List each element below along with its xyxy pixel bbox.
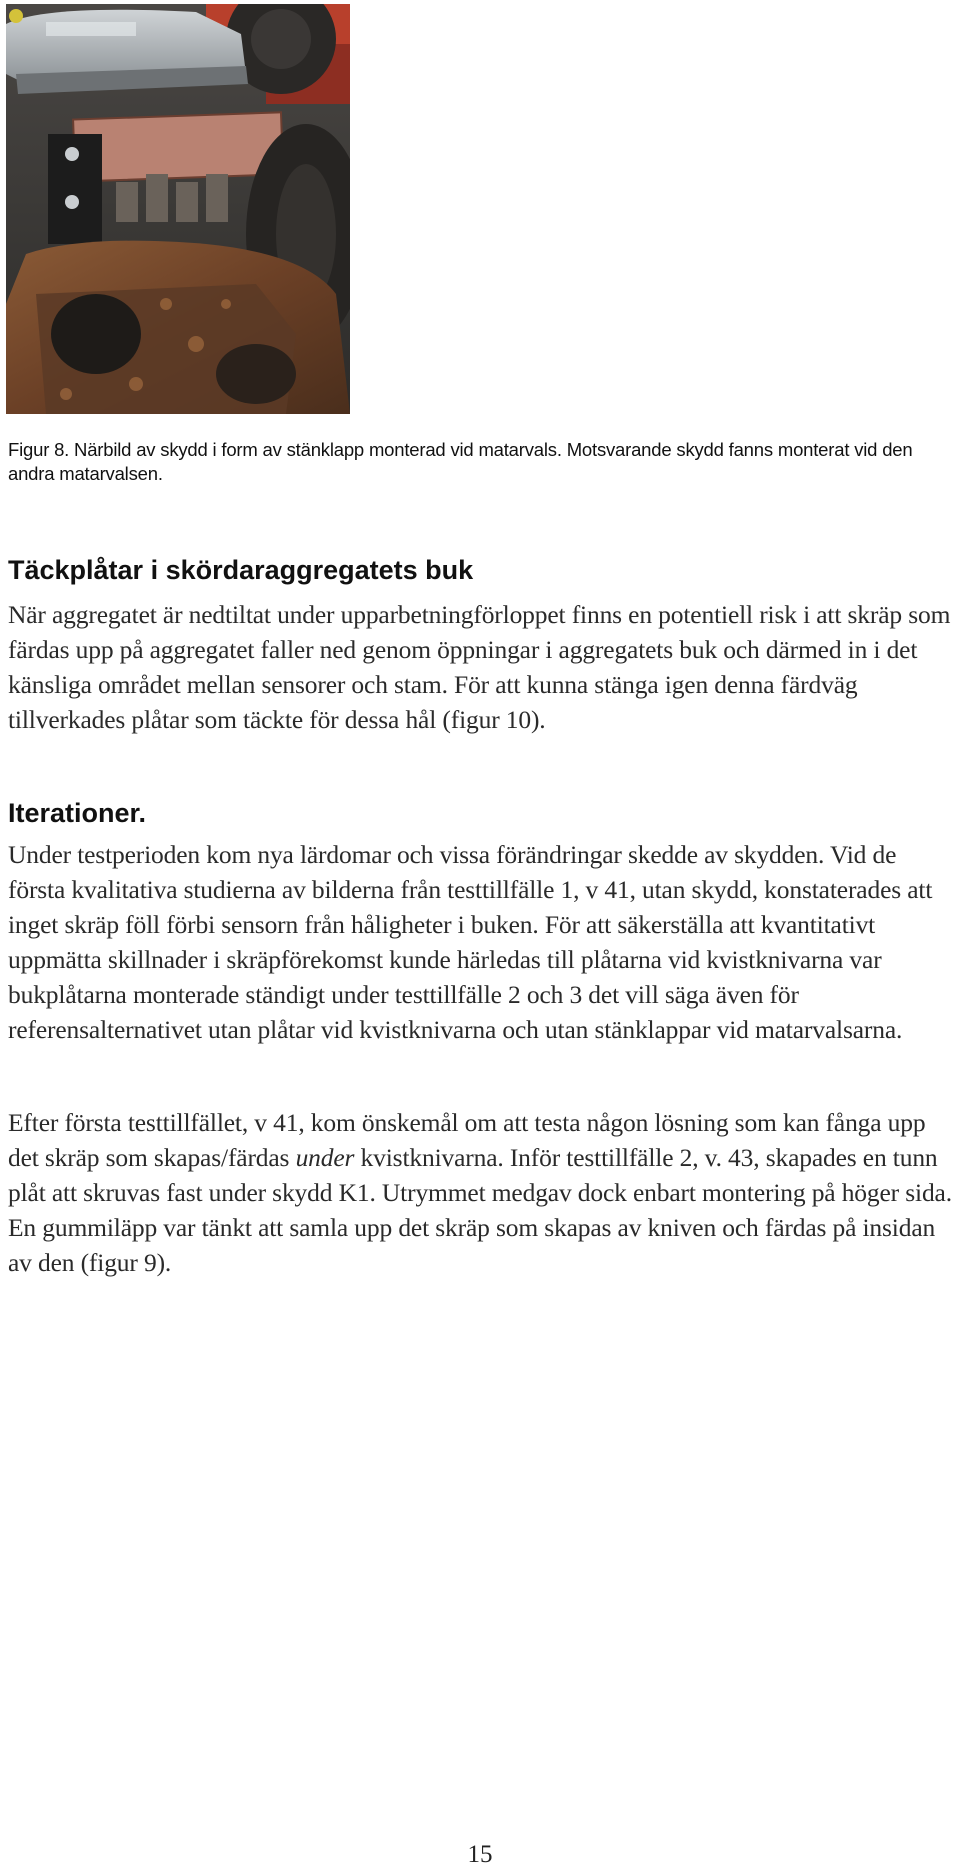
section-heading-iterationer: Iterationer. — [8, 798, 147, 828]
paragraph-tackplatar: När aggregatet är nedtiltat under upparbetningförloppet finns en potentiell risk i att skräp som färdas upp på aggregatet faller ned genom öppningar i aggregatets buk och därmed in i det känsliga området mellan sensorer och stam. För att kunna stänga igen denna färdväg tillverkades plåtar som täckte för dessa hål (figur 10). — [8, 600, 951, 734]
figure-photo — [6, 4, 350, 414]
paragraph-text-after: kvistknivarna. Inför testtillfälle 2, v. 43, skapades en tunn plåt att skruvas fast under skydd K1. Utrymmet medgav dock enbart montering på höger sida. En gummiläpp var tänkt att samla upp det skräp som skapas av kniven och färdas på insidan av den (figur 9). — [8, 1143, 952, 1277]
paragraph-forsta-testtillfallet — [8, 1105, 958, 1280]
figure-caption: Figur 8. Närbild av skydd i form av stänklapp monterad vid matarvals. Motsvarande skydd fanns monterat vid den andra matarvalsen. — [8, 439, 913, 484]
paragraph-iterationer: Under testperioden kom nya lärdomar och vissa förändringar skedde av skydden. Vid de första kvalitativa studierna av bilderna från testtillfälle 1, v 41, utan skydd, konstaterades att inget skräp föll förbi sensorn från håligheter i buken. För att säkerställa att kvantitativt uppmätta skillnader i skräpförekomst kunde härledas till plåtarna vid kvistknivarna var bukplåtarna monterade ständigt under testtillfälle 2 och 3 det vill säga även för referensalternativet utan plåtar vid kvistknivarna och utan stänklappar vid matarvalsarna. — [8, 840, 933, 1044]
section-heading-tackplatar: Täckplåtar i skördaraggregatets buk — [8, 555, 474, 585]
paragraph-text-before: Efter första testtillfället, v 41, kom önskemål om att testa någon lösning som kan fånga upp det skräp som skapas/färdas — [8, 1108, 926, 1172]
page-number: 15 — [467, 1841, 493, 1868]
emphasized-word: under — [295, 1143, 355, 1172]
